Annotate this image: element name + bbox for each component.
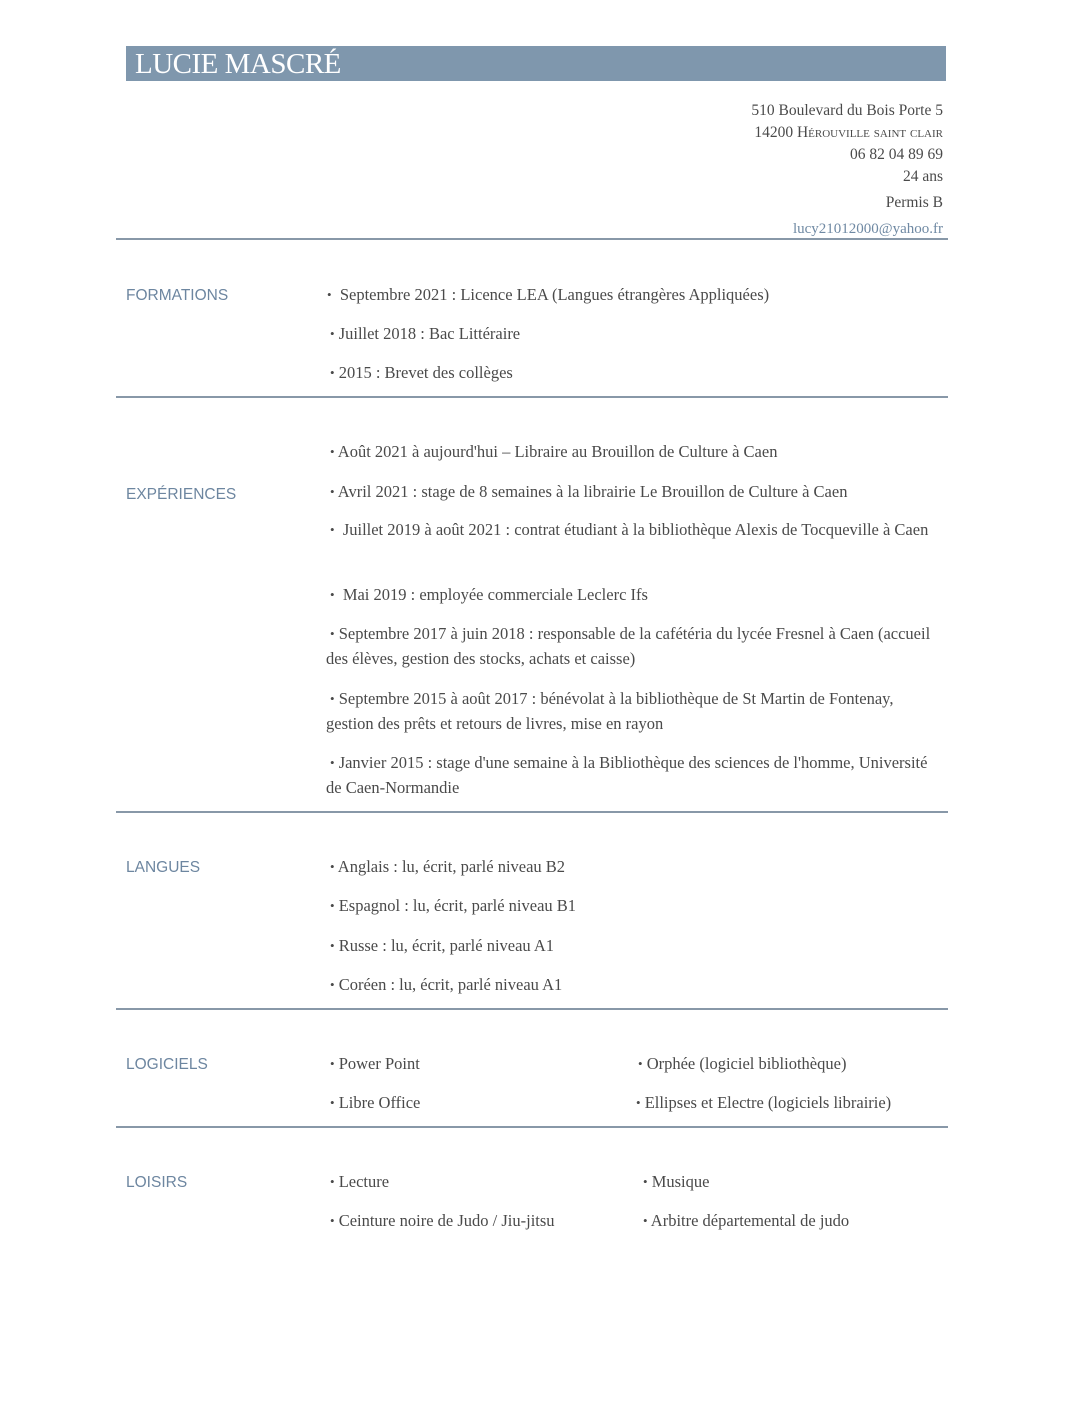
section-title-logiciels: LOGICIELS	[126, 1056, 208, 1073]
list-item: • Juillet 2019 à août 2021 : contrat étudiant à la bibliothèque Alexis de Tocqueville à Caen	[330, 520, 929, 539]
list-item: • Avril 2021 : stage de 8 semaines à la librairie Le Brouillon de Culture à Caen	[330, 482, 848, 501]
list-item: • Coréen : lu, écrit, parlé niveau A1	[330, 975, 563, 994]
divider	[116, 238, 948, 240]
list-item: • Mai 2019 : employée commerciale Leclerc Ifs	[330, 585, 648, 604]
postal-code: 14200	[754, 124, 794, 141]
list-item: • Janvier 2015 : stage d'une semaine à la Bibliothèque des sciences de l'homme, Université de Caen-Normandie	[326, 753, 928, 797]
list-item: • 2015 : Brevet des collèges	[330, 363, 513, 382]
email-link[interactable]: lucy21012000@yahoo.fr	[792, 221, 943, 237]
list-item: • Russe : lu, écrit, parlé niveau A1	[330, 936, 555, 955]
list-item: • Ellipses et Electre (logiciels librairie)	[636, 1093, 892, 1112]
city: Hérouville saint clair	[796, 124, 943, 141]
contact-block	[751, 100, 943, 240]
section-title-formations: FORMATIONS	[126, 287, 229, 304]
name-banner	[126, 46, 946, 81]
list-item: • Lecture	[330, 1172, 390, 1191]
age: 24 ans	[902, 168, 943, 185]
list-item: • Ceinture noire de Judo / Jiu-jitsu	[330, 1211, 555, 1230]
section-title-loisirs: LOISIRS	[126, 1174, 188, 1191]
list-item: • Libre Office	[330, 1093, 421, 1112]
section-title-langues: LANGUES	[126, 859, 201, 876]
driving-license: Permis B	[885, 194, 943, 211]
divider	[116, 1008, 948, 1010]
list-item: • Espagnol : lu, écrit, parlé niveau B1	[330, 896, 577, 915]
city-line	[751, 122, 943, 144]
list-item: • Juillet 2018 : Bac Littéraire	[330, 324, 521, 343]
divider	[116, 811, 948, 813]
list-item: • Août 2021 à aujourd'hui – Libraire au Brouillon de Culture à Caen	[330, 442, 778, 461]
list-item: • Orphée (logiciel bibliothèque)	[638, 1054, 847, 1073]
candidate-name: LUCIE MASCRÉ	[135, 48, 341, 80]
list-item: • Anglais : lu, écrit, parlé niveau B2	[330, 857, 566, 876]
phone: 06 82 04 89 69	[850, 146, 943, 163]
list-item: • Musique	[643, 1172, 710, 1191]
list-item: • Septembre 2021 : Licence LEA (Langues étrangères Appliquées)	[327, 285, 770, 304]
list-item: • Arbitre départemental de judo	[643, 1211, 850, 1230]
address-line: 510 Boulevard du Bois Porte 5	[751, 102, 943, 119]
divider	[116, 1126, 948, 1128]
divider	[116, 396, 948, 398]
section-title-experiences: EXPÉRIENCES	[126, 486, 237, 503]
list-item: • Septembre 2017 à juin 2018 : responsable de la cafétéria du lycée Fresnel à Caen (accueil des élèves, gestion des stocks, achats et caisse)	[326, 624, 931, 668]
list-item: • Septembre 2015 à août 2017 : bénévolat à la bibliothèque de St Martin de Fontenay, gestion des prêts et retours de livres, mise en rayon	[326, 689, 894, 733]
list-item: • Power Point	[330, 1054, 420, 1073]
